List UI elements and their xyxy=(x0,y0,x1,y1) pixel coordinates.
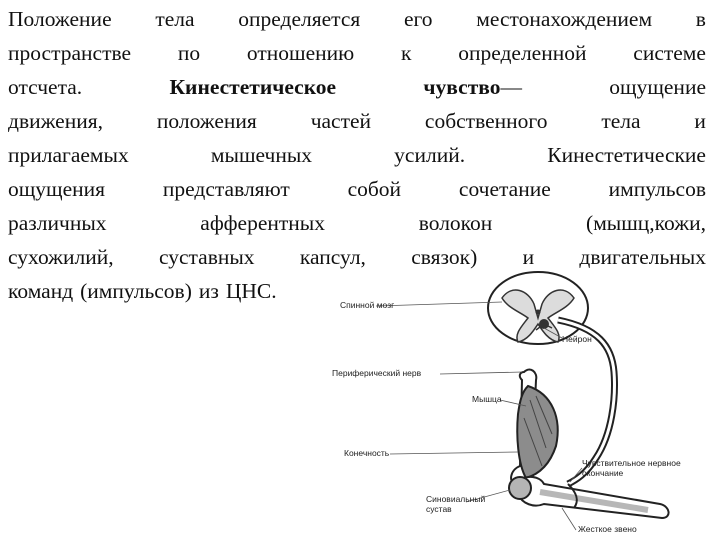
paragraph-word: собственного xyxy=(424,109,548,133)
paragraph-line xyxy=(8,206,706,240)
paragraph-word: в xyxy=(695,7,706,31)
paragraph-word: Кинестетические xyxy=(547,143,706,167)
label-muscle: Мышца xyxy=(472,394,502,404)
label-limb: Конечность xyxy=(344,448,390,458)
paragraph-word: (импульсов) xyxy=(80,279,192,303)
kinesthetic-diagram xyxy=(330,268,720,540)
paragraph-word: команд xyxy=(8,279,74,303)
paragraph-line xyxy=(8,138,706,172)
paragraph-word: отсчета. xyxy=(8,75,83,99)
paragraph-word: сочетание xyxy=(458,177,551,201)
paragraph-word: представляют xyxy=(162,177,290,201)
label-bone: Жесткое звено xyxy=(578,524,637,534)
paragraph-word: Кинестетическое xyxy=(169,75,337,99)
paragraph-word: прилагаемых xyxy=(8,143,129,167)
paragraph-word: положения xyxy=(156,109,257,133)
paragraph-word: и xyxy=(522,245,535,269)
paragraph-word: его xyxy=(403,7,433,31)
paragraph-word: к xyxy=(400,41,412,65)
paragraph-word: ЦНС. xyxy=(225,279,277,303)
paragraph-line xyxy=(8,104,706,138)
paragraph-word: ощущение xyxy=(609,75,706,99)
paragraph-word: местонахождением xyxy=(476,7,653,31)
paragraph-word: по xyxy=(177,41,201,65)
paragraph-word: ощущения xyxy=(8,177,106,201)
paragraph-word: частей xyxy=(310,109,372,133)
paragraph-line xyxy=(8,36,706,70)
paragraph-word: связок) xyxy=(411,245,478,269)
paragraph-word: отношению xyxy=(246,41,355,65)
paragraph-word: (мышц,кожи, xyxy=(586,211,706,235)
paragraph-word: двигательных xyxy=(579,245,706,269)
paragraph-word: мышечных xyxy=(210,143,313,167)
label-spinal-cord: Спинной мозг xyxy=(340,300,395,310)
paragraph-word: и xyxy=(694,109,706,133)
paragraph-word: чувство— xyxy=(423,75,522,99)
paragraph-word: движения, xyxy=(8,109,103,133)
label-nerve-ending: Чувствительное нервное окончание xyxy=(582,458,681,478)
paragraph-line xyxy=(8,172,706,206)
paragraph-word: волокон xyxy=(418,211,493,235)
paragraph-word: Положение xyxy=(8,7,112,31)
paragraph-word: суставных xyxy=(158,245,255,269)
paragraph-word: собой xyxy=(347,177,402,201)
paragraph-word: пространстве xyxy=(8,41,132,65)
paragraph-word: системе xyxy=(633,41,706,65)
paragraph-word: из xyxy=(198,279,219,303)
paragraph-word: импульсов xyxy=(608,177,706,201)
paragraph-word: определенной xyxy=(458,41,587,65)
paragraph-line xyxy=(8,70,706,104)
label-neuron: Нейрон xyxy=(562,334,592,344)
paragraph-word: определяется xyxy=(238,7,361,31)
paragraph-word: усилий. xyxy=(394,143,466,167)
label-joint: Синовиальный сустав xyxy=(426,494,486,514)
paragraph-line xyxy=(8,2,706,36)
paragraph-word: тела xyxy=(155,7,195,31)
paragraph-word: тела xyxy=(601,109,641,133)
paragraph-word: сухожилий, xyxy=(8,245,114,269)
paragraph-word: различных xyxy=(8,211,107,235)
label-peripheral-nerve: Периферический нерв xyxy=(332,368,422,378)
paragraph-word: капсул, xyxy=(299,245,366,269)
paragraph-word: афферентных xyxy=(200,211,325,235)
